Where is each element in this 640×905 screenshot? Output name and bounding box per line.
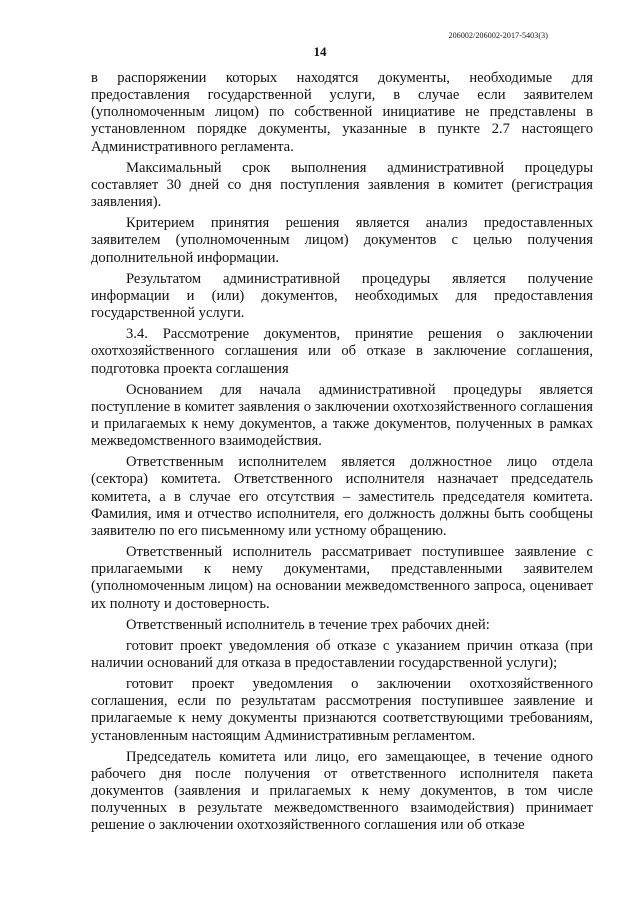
document-code: 206002/206002-2017-5403(3) — [448, 31, 548, 40]
document-body — [91, 70, 593, 839]
paragraph-three-days: Ответственный исполнитель в течение трех рабочих дней: — [126, 616, 490, 633]
page-number: 14 — [313, 44, 327, 59]
paragraph-decision-criterion: Критерием принятия решения является анализ предоставленных заявителем (уполномоченным лицом) документов с целью получения дополнительной информации. — [91, 215, 593, 266]
paragraph-continuation: в распоряжении которых находятся документы, необходимые для предоставления государственной услуги, в случае если заявителем (уполномоченным лицом) по собственной инициативе не представлены в установленном порядке документы, указанные в пункте 2.7 настоящего Административного регламента. — [91, 70, 593, 155]
list-item-refusal-notice: готовит проект уведомления об отказе с указанием причин отказа (при наличии оснований для отказа в предоставлении государственной услуги); — [91, 637, 593, 671]
paragraph-grounds: Основанием для начала административной процедуры является поступление в комитет заявления о заключении охотхозяйственного соглашения и прилагаемых к нему документов, а также документов, полученных в рамках межведомственного взаимодействия. — [91, 381, 593, 450]
paragraph-procedure-result: Результатом административной процедуры является получение информации и (или) документов, необходимых для предоставления государственной услуги. — [91, 270, 593, 322]
paragraph-chairman-decision: Председатель комитета или лицо, его замещающее, в течение одного рабочего дня после получения от ответственного исполнителя пакета документов (заявления и прилагаемых к нему документов, в том числе полученных в результате межведомственного взаимодействия) принимает решение о заключении охотхозяйственного соглашения или об отказе — [91, 748, 593, 834]
list-item-conclusion-notice: готовит проект уведомления о заключении охотхозяйственного соглашения, если по результатам рассмотрения поступившее заявление и прилагаемые к нему документы признаются соответствующими требованиям, установленным настоящим Административным регламентом. — [91, 676, 593, 744]
paragraph-review: Ответственный исполнитель рассматривает поступившее заявление с прилагаемыми к нему документами, представленными заявителем (уполномоченным лицом) на основании межведомственного запроса, оценивает их полноту и достоверность. — [91, 544, 593, 612]
paragraph-max-term: Максимальный срок выполнения административной процедуры составляет 30 дней со дня поступления заявления в комитет (регистрация заявления). — [91, 159, 593, 211]
paragraph-responsible-executor: Ответственным исполнителем является должностное лицо отдела (сектора) комитета. Ответственного исполнителя назначает председатель комитета, а в случае его отсутствия – заместитель председателя комитета. Фамилия, имя и отчество исполнителя, его должность должны быть сообщены заявителю по его письменному или устному обращению. — [91, 454, 593, 539]
section-heading-3-4: 3.4. Рассмотрение документов, принятие решения о заключении охотхозяйственного соглашения или об отказе в заключение соглашения, подготовка проекта соглашения — [91, 326, 593, 377]
